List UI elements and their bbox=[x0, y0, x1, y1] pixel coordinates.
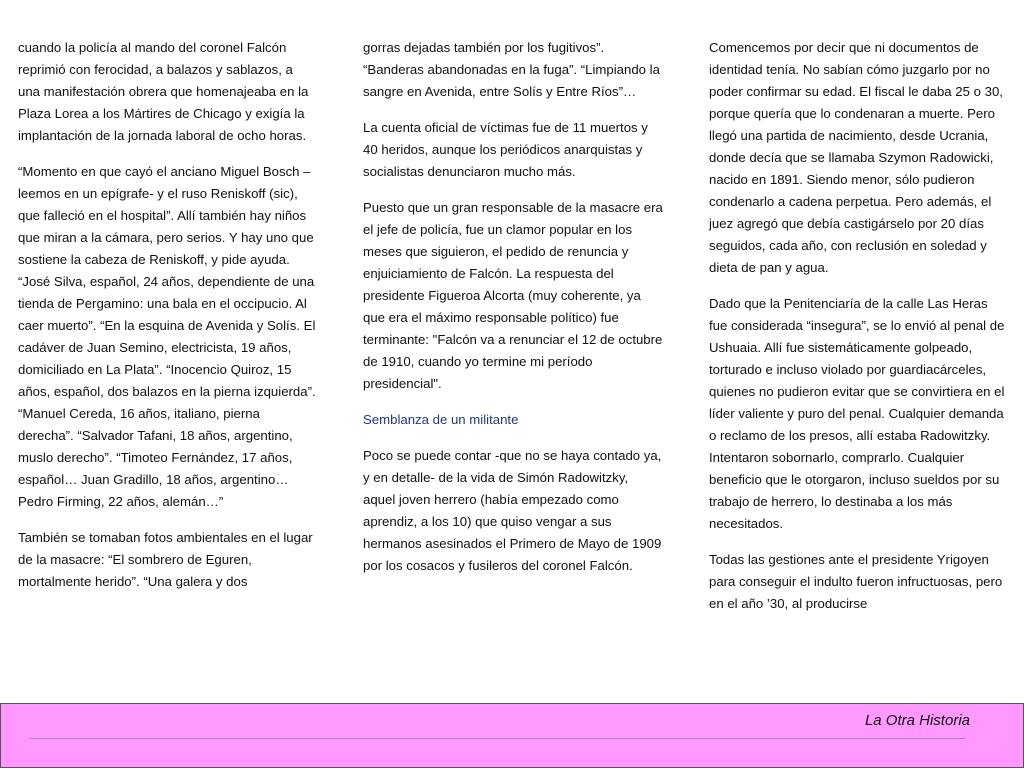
paragraph: Todas las gestiones ante el presidente Yrigoyen para conseguir el indulto fueron infructuosas, pero en el año ’30, al producirse bbox=[709, 552, 1003, 611]
paragraph: También se tomaban fotos ambientales en el lugar de la masacre: “El sombrero de Eguren, mortalmente herido”. “Una galera y dos bbox=[18, 530, 313, 589]
section-subheading: Semblanza de un militante bbox=[363, 412, 519, 427]
footer-banner bbox=[0, 703, 1024, 768]
paragraph: cuando la policía al mando del coronel Falcón reprimió con ferocidad, a balazos y sablazos, a una manifestación obrera que homenajeaba en la Plaza Lorea a los Mártires de Chicago y exigía la implantación de la jornada laboral de ocho horas. bbox=[18, 40, 309, 143]
footer-divider bbox=[29, 738, 965, 739]
text-column-2 bbox=[363, 37, 663, 591]
paragraph: La cuenta oficial de víctimas fue de 11 muertos y 40 heridos, aunque los periódicos anarquistas y socialistas denunciaron mucho más. bbox=[363, 120, 648, 179]
paragraph: Dado que la Penitenciaría de la calle Las Heras fue considerada “insegura”, se lo envió al penal de Ushuaia. Allí fue sistemáticamente golpeado, torturado e incluso violado por guardiacárceles, quienes no pudieron evitar que se convirtiera en el líder valiente y puro del penal. Cualquier demanda o reclamo de los presos, allí estaba Radowitzky. Intentaron sobornarlo, comprarlo. Cualquier beneficio que le otorgaron, incluso sueldos por su trabajo de herrero, lo destinaba a los más necesitados. bbox=[709, 296, 1005, 531]
paragraph: Poco se puede contar -que no se haya contado ya, y en detalle- de la vida de Simón Radowitzky, aquel joven herrero (había empezado como aprendiz, a los 10) que quiso vengar a sus hermanos asesinados el Primero de Mayo de 1909 por los cosacos y fusileros del coronel Falcón. bbox=[363, 448, 662, 573]
paragraph: gorras dejadas también por los fugitivos”. “Banderas abandonadas en la fuga”. “Limpiando la sangre en Avenida, entre Solís y Entre Ríos”… bbox=[363, 40, 660, 99]
footer-title: La Otra Historia bbox=[864, 712, 970, 729]
paragraph: “Momento en que cayó el anciano Miguel Bosch –leemos en un epígrafe- y el ruso Reniskoff (sic), que falleció en el hospital”. Allí también hay niños que miran a la cámara, pero serios. Y hay uno que sostiene la cabeza de Reniskoff, y pide ayuda. “José Silva, español, 24 años, dependiente de una tienda de Pergamino: una bala en el occipucio. Al caer muerto”. “En la esquina de Avenida y Solís. El cadáver de Juan Semino, electricista, 19 años, domiciliado en La Plata”. “Inocencio Quiroz, 15 años, español, dos balazos en la pierna izquierda”. “Manuel Cereda, 16 años, italiano, pierna derecha”. “Salvador Tafani, 18 años, argentino, muslo derecho”. “Timoteo Fernández, 17 años, español… Juan Gradillo, 18 años, argentino…Pedro Firming, 22 años, alemán…” bbox=[18, 164, 316, 509]
paragraph: Comencemos por decir que ni documentos de identidad tenía. No sabían cómo juzgarlo por no poder confirmar su edad. El fiscal le daba 25 o 30, porque quería que lo condenaran a muerte. Pero llegó una partida de nacimiento, desde Ucrania, donde decía que se llamaba Szymon Radowicki, nacido en 1891. Siendo menor, sólo pudieron condenarlo a cadena perpetua. Pero además, el juez agregó que debía castigárselo por 20 días seguidos, cada año, con reclusión en soledad y dieta de pan y agua. bbox=[709, 40, 1003, 275]
paragraph: Puesto que un gran responsable de la masacre era el jefe de policía, fue un clamor popular en los meses que siguieron, el pedido de renuncia y enjuiciamiento de Falcón. La respuesta del presidente Figueroa Alcorta (muy coherente, ya que era el máximo responsable político) fue terminante: "Falcón va a renunciar el 12 de octubre de 1910, cuando yo termine mi período presidencial". bbox=[363, 200, 663, 391]
text-column-1 bbox=[18, 37, 316, 607]
text-column-3 bbox=[709, 37, 1007, 629]
